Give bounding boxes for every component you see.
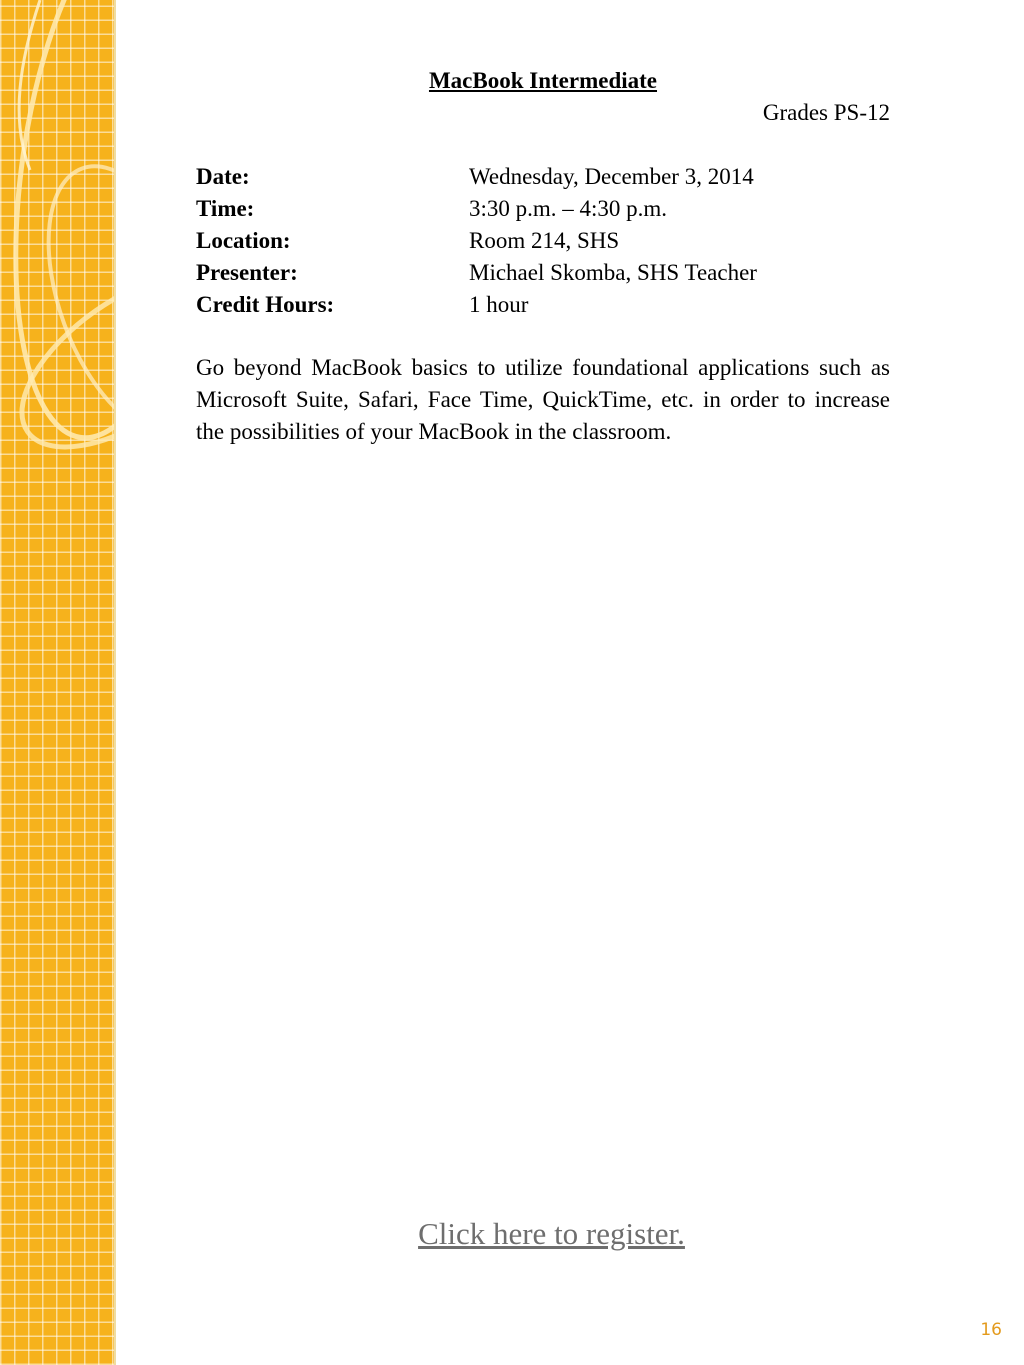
detail-value: 3:30 p.m. – 4:30 p.m. bbox=[469, 196, 668, 221]
decorative-swirl bbox=[0, 0, 114, 1365]
detail-label: Time: bbox=[196, 196, 255, 221]
detail-label: Credit Hours: bbox=[196, 292, 335, 317]
detail-value: 1 hour bbox=[469, 292, 529, 317]
register-link[interactable]: Click here to register. bbox=[418, 1216, 685, 1251]
detail-row-credit-hours bbox=[196, 289, 757, 321]
band-divider bbox=[114, 0, 116, 1365]
detail-row-location bbox=[196, 225, 757, 257]
detail-row-presenter bbox=[196, 257, 757, 289]
detail-label: Location: bbox=[196, 228, 291, 253]
page-title bbox=[196, 66, 890, 96]
page-number: 16 bbox=[980, 1320, 1002, 1340]
detail-value: Michael Skomba, SHS Teacher bbox=[469, 260, 757, 285]
detail-value: Room 214, SHS bbox=[469, 228, 620, 253]
detail-label: Date: bbox=[196, 164, 250, 189]
decorative-side-band bbox=[0, 0, 114, 1365]
grades-label: Grades PS-12 bbox=[762, 100, 890, 125]
detail-row-time bbox=[196, 193, 757, 225]
detail-value: Wednesday, December 3, 2014 bbox=[469, 164, 754, 189]
course-description: Go beyond MacBook basics to utilize foundational applications such as Microsoft Suite, Safari, Face Time, QuickTime, etc. in order to increase the possibilities of your MacBook in the classroom. bbox=[196, 355, 890, 444]
details-list bbox=[196, 161, 757, 321]
detail-label: Presenter: bbox=[196, 260, 298, 285]
detail-row-date bbox=[196, 161, 757, 193]
title-text: MacBook Intermediate bbox=[428, 68, 658, 93]
